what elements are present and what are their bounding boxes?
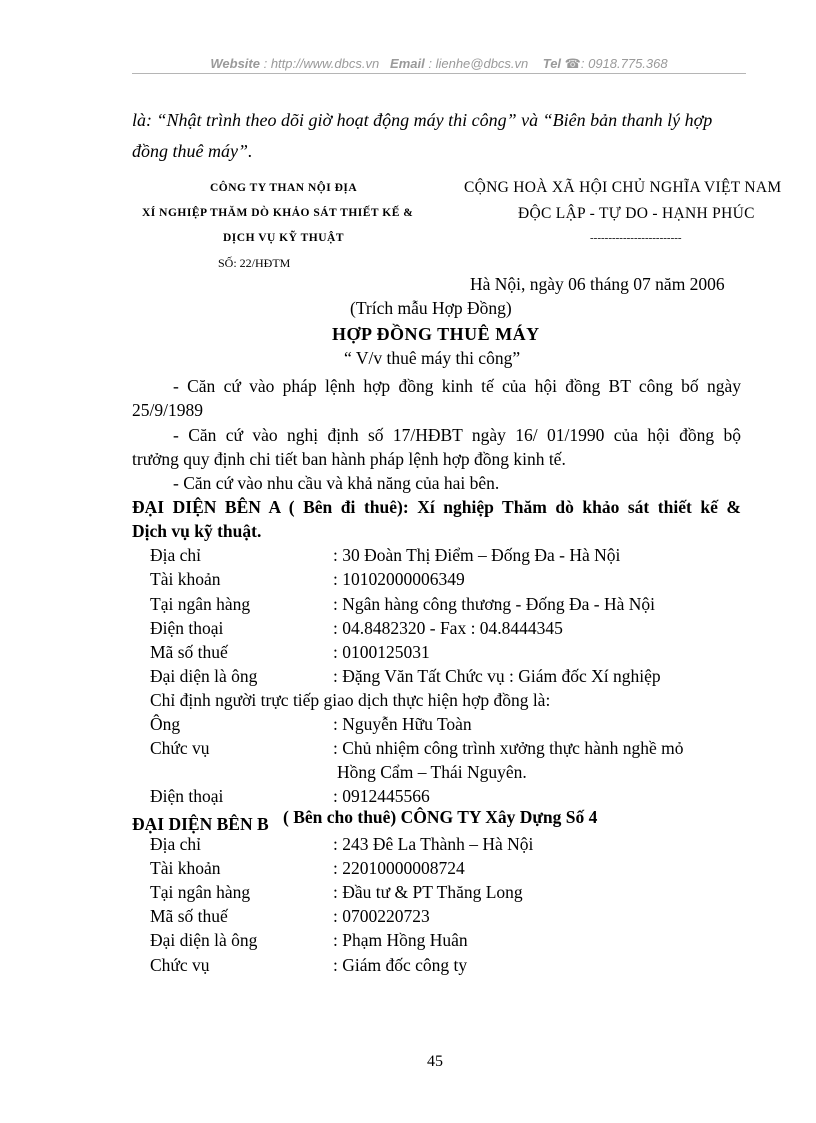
national-title: CỘNG HOÀ XÃ HỘI CHỦ NGHĨA VIỆT NAM bbox=[464, 179, 782, 196]
party-b-position-label: Chức vụ bbox=[150, 955, 210, 975]
page-number: 45 bbox=[427, 1053, 443, 1070]
party-a-address-value: : 30 Đoàn Thị Điểm – Đống Đa - Hà Nội bbox=[333, 545, 621, 565]
website-label: Website bbox=[210, 56, 260, 71]
page-header bbox=[132, 56, 746, 72]
party-a-tax-label: Mã số thuế bbox=[150, 642, 228, 662]
party-b-heading-b: ( Bên cho thuê) CÔNG TY Xây Dựng Số 4 bbox=[283, 807, 598, 827]
party-a-account-label: Tài khoản bbox=[150, 569, 221, 589]
basis-2-line-1: - Căn cứ vào nghị định số 17/HĐBT ngày 16/ 01/1990 của hội đồng bộ bbox=[173, 425, 741, 445]
contract-subject: “ V/v thuê máy thi công” bbox=[344, 348, 521, 368]
document-number: SỐ: 22/HĐTM bbox=[218, 256, 291, 270]
contact-name-label: Ông bbox=[150, 714, 181, 734]
party-a-account-value: : 10102000006349 bbox=[333, 569, 465, 589]
party-b-position-value: : Giám đốc công ty bbox=[333, 955, 468, 975]
company-unit-line-1: XÍ NGHIỆP THĂM DÒ KHẢO SÁT THIẾT KẾ & bbox=[142, 207, 414, 219]
party-b-account-label: Tài khoản bbox=[150, 858, 221, 878]
national-motto: ĐỘC LẬP - TỰ DO - HẠNH PHÚC bbox=[518, 205, 755, 222]
party-a-tax-value: : 0100125031 bbox=[333, 642, 430, 662]
basis-2-line-2: trưởng quy định chi tiết ban hành pháp lệnh hợp đồng kinh tế. bbox=[132, 449, 566, 469]
party-b-tax-label: Mã số thuế bbox=[150, 906, 228, 926]
designate-line: Chỉ định người trực tiếp giao dịch thực hiện hợp đồng là: bbox=[150, 690, 551, 710]
party-b-bank-value: : Đầu tư & PT Thăng Long bbox=[333, 882, 523, 902]
contact-position-label: Chức vụ bbox=[150, 738, 210, 758]
party-a-bank-value: : Ngân hàng công thương - Đống Đa - Hà Nội bbox=[333, 594, 656, 614]
intro-line-1: là: “Nhật trình theo dõi giờ hoạt động máy thi công” và “Biên bản thanh lý hợp bbox=[132, 110, 713, 130]
email-value: : lienhe@dbcs.vn bbox=[428, 56, 529, 71]
motto-divider: ------------------------- bbox=[590, 232, 682, 244]
party-b-bank-label: Tại ngân hàng bbox=[150, 882, 251, 902]
tel-value: ☎: 0918.775.368 bbox=[564, 56, 668, 71]
party-b-rep-value: : Phạm Hồng Huân bbox=[333, 930, 468, 950]
party-a-address-label: Địa chỉ bbox=[150, 545, 202, 565]
basis-1-line-1: - Căn cứ vào pháp lệnh hợp đồng kinh tế của hội đồng BT công bố ngày bbox=[173, 376, 741, 396]
contact-position-value: : Chủ nhiệm công trình xưởng thực hành nghề mỏ bbox=[333, 738, 684, 758]
company-unit-line-2: DỊCH VỤ KỸ THUẬT bbox=[223, 232, 344, 244]
party-b-address-label: Địa chỉ bbox=[150, 834, 202, 854]
party-a-heading-line-1: ĐẠI DIỆN BÊN A ( Bên đi thuê): Xí nghiệp Thăm dò khảo sát thiết kế & bbox=[132, 497, 741, 517]
sample-note: (Trích mẫu Hợp Đồng) bbox=[350, 298, 512, 318]
party-b-address-value: : 243 Đê La Thành – Hà Nội bbox=[333, 834, 534, 854]
party-a-heading-line-2: Dịch vụ kỹ thuật. bbox=[132, 521, 262, 541]
party-a-phone-label: Điện thoại bbox=[150, 618, 224, 638]
email-label: Email bbox=[390, 56, 425, 71]
party-a-rep-label: Đại diện là ông bbox=[150, 666, 258, 686]
contact-name-value: : Nguyễn Hữu Toàn bbox=[333, 714, 472, 734]
contact-phone-value: : 0912445566 bbox=[333, 786, 430, 806]
contract-title: HỢP ĐỒNG THUÊ MÁY bbox=[332, 324, 540, 344]
party-b-heading-a: ĐẠI DIỆN BÊN B bbox=[132, 814, 269, 834]
intro-line-2: đồng thuê máy”. bbox=[132, 141, 253, 161]
party-a-rep-value: : Đặng Văn Tất Chức vụ : Giám đốc Xí nghiệp bbox=[333, 666, 661, 686]
party-b-rep-label: Đại diện là ông bbox=[150, 930, 258, 950]
header-divider bbox=[132, 73, 746, 74]
basis-3: - Căn cứ vào nhu cầu và khả năng của hai bên. bbox=[173, 473, 500, 493]
party-b-tax-value: : 0700220723 bbox=[333, 906, 430, 926]
website-value: : http://www.dbcs.vn bbox=[263, 56, 380, 71]
tel-label: Tel bbox=[542, 56, 562, 71]
basis-1-line-2: 25/9/1989 bbox=[132, 400, 203, 420]
party-b-account-value: : 22010000008724 bbox=[333, 858, 465, 878]
contact-phone-label: Điện thoại bbox=[150, 786, 224, 806]
party-a-phone-value: : 04.8482320 - Fax : 04.8444345 bbox=[333, 618, 563, 638]
date-line: Hà Nội, ngày 06 tháng 07 năm 2006 bbox=[470, 274, 725, 294]
company-name: CÔNG TY THAN NỘI ĐỊA bbox=[210, 182, 358, 194]
party-a-bank-label: Tại ngân hàng bbox=[150, 594, 251, 614]
contact-position-cont: Hồng Cẩm – Thái Nguyên. bbox=[337, 762, 527, 782]
